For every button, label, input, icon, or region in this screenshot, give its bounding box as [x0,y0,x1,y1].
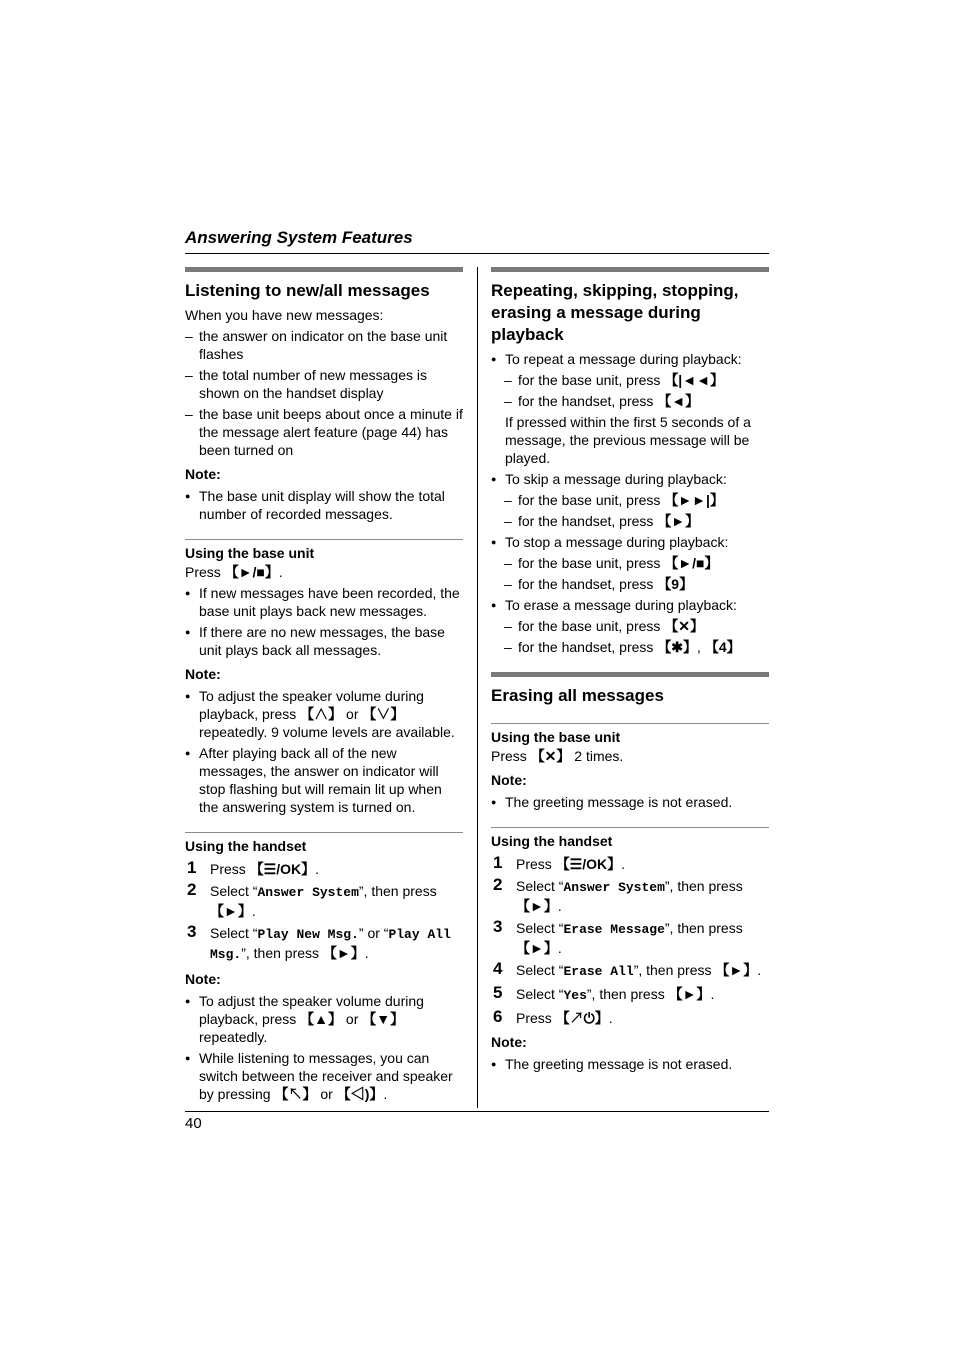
subheading-handset: Using the handset [491,833,613,849]
press-instruction: Press 【►/■】. [185,564,283,580]
footer-rule [185,1111,769,1112]
off-key-icon: 【↗⏻】 [555,1010,609,1026]
left-arrow-key: 【◄】 [657,393,700,409]
step-item: 2 Select “Answer System”, then press 【►】. [187,880,437,919]
subsection-rule [185,832,463,833]
right-column [491,267,769,1076]
subsection-rule [491,827,769,828]
dash-item: – for the base unit, press 【✕】 [491,617,769,635]
step-item: 3 Select “Erase Message”, then press 【►】. [493,917,743,956]
right-arrow-key: 【►】 [657,513,700,529]
note-bullet: ● The base unit display will show the total number of recorded messages. [185,487,463,523]
step-item: 5 Select “Yes”, then press 【►】. [493,983,715,1003]
erase-key-icon: 【✕】 [664,618,705,634]
note-label: Note: [185,971,221,987]
right-arrow-key: 【►】 [516,940,558,956]
dash-item: – for the handset, press 【9】 [491,575,769,593]
subsection-rule [185,539,463,540]
dash-item: – the base unit beeps about once a minute if the message alert feature (page 44) has been turned on [185,405,463,459]
left-column [185,267,463,1106]
dash-item: – for the base unit, press 【|◄◄】 [491,371,769,389]
menu-ok-key: 【☰/OK】 [555,856,622,872]
step-item: 1 Press 【☰/OK】. [187,858,320,877]
note-label: Note: [185,466,221,482]
section-title-erasing-all: Erasing all messages [491,686,664,705]
right-arrow-key: 【►】 [668,986,711,1002]
section-bar [185,267,463,272]
volume-down-key: 【∨】 [362,706,405,722]
note-bullet: ● The greeting message is not erased. [491,1055,769,1073]
dash-item: – for the handset, press 【◄】 [491,392,769,410]
step-item: 4 Select “Erase All”, then press 【►】. [493,959,762,979]
dash-item: – for the base unit, press 【►/■】 [491,554,769,572]
note-label: Note: [491,1034,527,1050]
talk-key-icon: 【↖】 [274,1086,317,1102]
nine-key: 【9】 [657,576,694,592]
right-arrow-key: 【►】 [516,898,558,914]
step-item: 2 Select “Answer System”, then press 【►】. [493,875,743,914]
subheading-base-unit: Using the base unit [185,545,315,561]
dash-item: – for the base unit, press 【►►|】 [491,491,769,509]
step-item: 6 Press 【↗⏻】. [493,1007,613,1026]
section-bar [491,672,769,677]
menu-ok-key: 【☰/OK】 [249,861,316,877]
step-item: 3 Select “Play New Msg.” or “Play All Msg.”, then press 【►】. [187,922,451,962]
dash-item: – the answer on indicator on the base unit flashes [185,327,463,363]
section-title-repeating: Repeating, skipping, stopping, erasing a message during playback [491,281,739,344]
section-bar [491,267,769,272]
bullet-item: ● If new messages have been recorded, the base unit plays back new messages. [185,584,463,620]
bullet-item: ● To erase a message during playback: [491,596,769,614]
skip-key-icon: 【►►|】 [664,492,724,508]
dash-item: – the total number of new messages is shown on the handset display [185,366,463,402]
press-instruction: Press 【✕】 2 times. [491,748,624,764]
page-header: Answering System Features [185,228,413,247]
note-bullet: ● To adjust the speaker volume during playback, press 【∧】 or 【∨】 repeatedly. 9 volume levels are available. [185,687,463,741]
bullet-item: ● To skip a message during playback: [491,470,769,488]
section-title-listening: Listening to new/all messages [185,281,430,300]
repeat-key-icon: 【|◄◄】 [664,372,724,388]
step-item: 1 Press 【☰/OK】. [493,853,626,872]
right-arrow-key: 【►】 [210,903,252,919]
right-arrow-key: 【►】 [715,962,758,978]
bullet-item: ● If there are no new messages, the base unit plays back all messages. [185,623,463,659]
four-key: 【4】 [704,639,741,655]
intro-text: When you have new messages: [185,307,384,323]
subheading-base-unit: Using the base unit [491,729,621,745]
note-label: Note: [491,772,527,788]
bullet-item: ● To stop a message during playback: [491,533,769,551]
volume-up-key: 【∧】 [300,706,343,722]
dash-item: – for the handset, press 【►】 [491,512,769,530]
note-label: Note: [185,666,221,682]
info-text: If pressed within the first 5 seconds of a message, the previous message will be played. [505,414,751,466]
page-number: 40 [185,1115,202,1132]
note-bullet: ● To adjust the speaker volume during playback, press 【▲】 or 【▼】 repeatedly. [185,992,463,1046]
up-arrow-key: 【▲】 [300,1011,343,1027]
dash-item: – for the handset, press 【✱】, 【4】 [491,638,769,656]
subheading-handset: Using the handset [185,838,307,854]
play-stop-key: 【►/■】 [224,564,279,580]
subsection-rule [491,723,769,724]
right-arrow-key: 【►】 [322,945,365,961]
star-key: 【✱】 [657,639,698,655]
header-rule [185,253,769,254]
column-divider [477,267,478,1108]
bullet-item: ● To repeat a message during playback: [491,350,769,368]
erase-key-icon: 【✕】 [530,748,571,764]
speaker-key-icon: 【◁)】 [336,1086,384,1102]
note-bullet: ● The greeting message is not erased. [491,793,769,811]
note-bullet: ● While listening to messages, you can switch between the receiver and speaker by pressing 【↖】 or 【◁)】. [185,1049,463,1103]
play-stop-key: 【►/■】 [664,555,719,571]
note-bullet: ● After playing back all of the new messages, the answer on indicator will stop flashing but will remain lit up when the answering system is turned on. [185,744,463,816]
down-arrow-key: 【▼】 [362,1011,405,1027]
